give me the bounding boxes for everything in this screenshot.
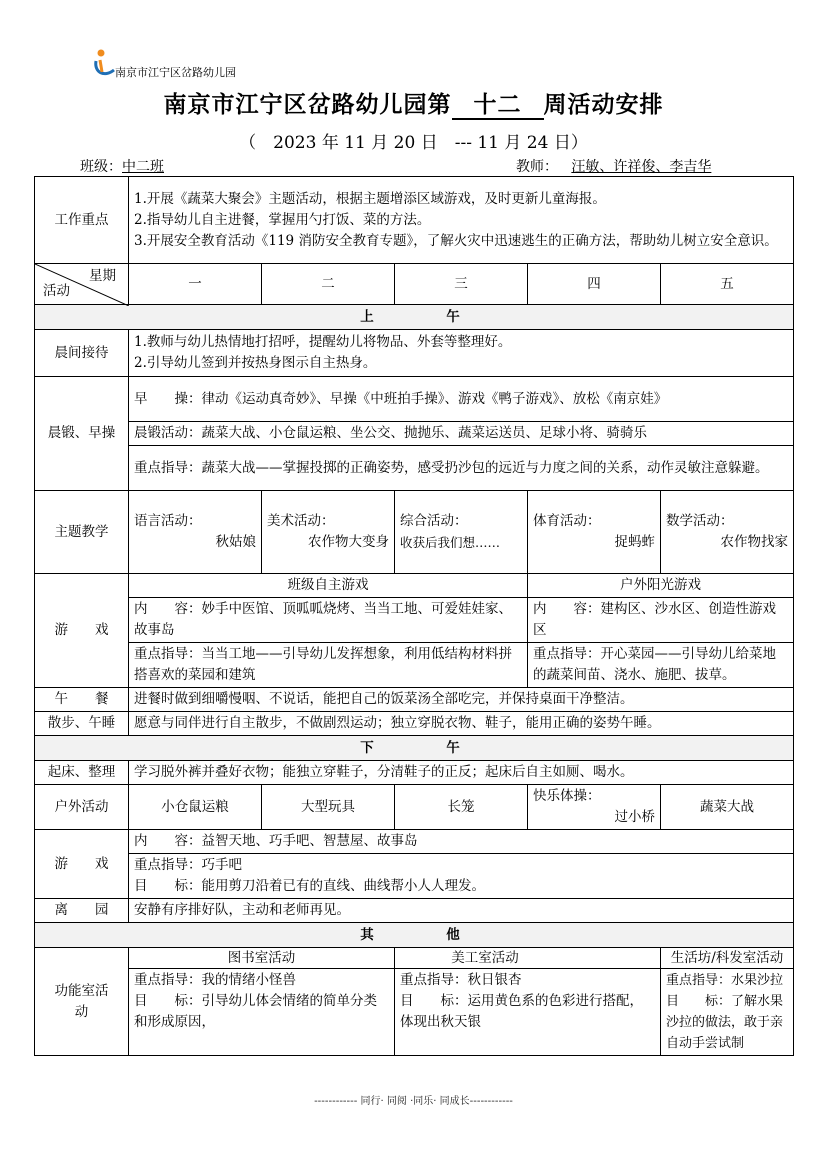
theme-label: 主题教学 bbox=[35, 491, 129, 574]
art-room-title: 美工室活动 bbox=[395, 948, 661, 969]
outdoor-cell bbox=[528, 785, 661, 830]
theme-name: 农作物找家 bbox=[720, 534, 789, 550]
outdoor-row bbox=[35, 785, 794, 830]
morning-section-header: 上 午 bbox=[35, 305, 794, 330]
date-range: （ 2023 年 11 月 20 日 --- 11 月 24 日） bbox=[239, 133, 588, 153]
theme-name: 捉蚂蚱 bbox=[614, 534, 655, 550]
reception-row bbox=[35, 330, 794, 377]
wakeup-row bbox=[35, 761, 794, 785]
outdoor-games-title: 户外阳光游戏 bbox=[528, 574, 794, 598]
function-room-label-text: 功能室活动 bbox=[54, 982, 109, 1020]
afternoon-games-guidance: 重点指导：巧手吧 bbox=[134, 857, 242, 873]
teacher-label: 教师： bbox=[516, 159, 558, 175]
class-value: 中二班 bbox=[122, 159, 164, 175]
page-title bbox=[0, 86, 827, 120]
library-goal: 目 标：引导幼儿体会情绪的简单分类和形成原因， bbox=[134, 993, 377, 1030]
logo-text: 南京市江宁区岔路幼儿园 bbox=[115, 66, 236, 79]
outdoor-cell: 大型玩具 bbox=[262, 785, 395, 830]
nap-row bbox=[35, 712, 794, 736]
function-room-titles-row bbox=[35, 948, 794, 969]
outdoor-games-guidance: 重点指导：开心菜园——引导幼儿给菜地的蔬菜间苗、浇水、施肥、拔草。 bbox=[528, 643, 794, 688]
lunch-row bbox=[35, 688, 794, 712]
function-room-content-row bbox=[35, 969, 794, 1056]
leave-row bbox=[35, 899, 794, 923]
theme-type: 语言活动： bbox=[134, 513, 202, 529]
nap-text: 愿意与同伴进行自主散步，不做剧烈运动；独立穿脱衣物、鞋子，能用正确的姿势午睡。 bbox=[129, 712, 794, 736]
leave-text: 安静有序排好队，主动和老师再见。 bbox=[129, 899, 794, 923]
title-suffix: 周活动安排 bbox=[543, 91, 664, 118]
theme-cell bbox=[661, 491, 794, 574]
theme-cell bbox=[528, 491, 661, 574]
art-room-guidance: 重点指导：秋日银杏 bbox=[400, 972, 522, 988]
reception-label: 晨间接待 bbox=[35, 330, 129, 377]
exercise-row-3 bbox=[35, 446, 794, 491]
life-room-content bbox=[661, 969, 794, 1056]
outdoor-label: 户外活动 bbox=[35, 785, 129, 830]
class-info bbox=[80, 156, 164, 176]
life-room-goal: 目 标：了解水果沙拉的做法，敢于亲自动手尝试制 bbox=[666, 994, 784, 1051]
corner-top-label: 星期 bbox=[89, 268, 116, 284]
afternoon-games-goal: 目 标：能用剪刀沿着已有的直线、曲线帮小人人理发。 bbox=[134, 878, 485, 894]
reception-content bbox=[129, 330, 794, 377]
outdoor-cell-type: 快乐体操： bbox=[533, 788, 601, 804]
afternoon-games-row-1 bbox=[35, 830, 794, 854]
life-room-guidance: 重点指导：水果沙拉 bbox=[666, 973, 784, 988]
wakeup-text: 学习脱外裤并叠好衣物；能独立穿鞋子，分清鞋子的正反；起床后自主如厕、喝水。 bbox=[129, 761, 794, 785]
teacher-info bbox=[516, 156, 711, 176]
class-games-guidance: 重点指导：当当工地——引导幼儿发挥想象，利用低结构材料拼搭喜欢的菜园和建筑 bbox=[129, 643, 528, 688]
theme-row bbox=[35, 491, 794, 574]
theme-name: 收获后我们想…… bbox=[400, 535, 501, 550]
library-content bbox=[129, 969, 395, 1056]
theme-type: 美术活动： bbox=[267, 513, 335, 529]
class-label: 班级： bbox=[80, 159, 122, 175]
work-focus-item: 2.指导幼儿自主进餐，掌握用勺打饭、菜的方法。 bbox=[134, 211, 431, 228]
theme-name: 秋姑娘 bbox=[215, 534, 256, 550]
work-focus-item: 1.开展《蔬菜大聚会》主题活动，根据主题增添区域游戏，及时更新儿童海报。 bbox=[134, 190, 606, 207]
exercise-label: 晨锻、早操 bbox=[35, 377, 129, 491]
corner-header bbox=[35, 264, 129, 305]
theme-cell bbox=[262, 491, 395, 574]
weekday-tue: 二 bbox=[262, 264, 395, 305]
life-room-title: 生活坊/科发室活动 bbox=[661, 948, 794, 969]
afternoon-games-detail bbox=[129, 854, 794, 899]
outdoor-cell: 蔬菜大战 bbox=[661, 785, 794, 830]
outdoor-cell-name: 过小桥 bbox=[614, 809, 655, 825]
weekday-wed: 三 bbox=[395, 264, 528, 305]
others-section-row bbox=[35, 923, 794, 948]
afternoon-games-content: 内 容：益智天地、巧手吧、智慧屋、故事岛 bbox=[129, 830, 794, 854]
library-guidance: 重点指导：我的情绪小怪兽 bbox=[134, 972, 296, 988]
games-guidance-row bbox=[35, 643, 794, 688]
exercise-activities-text: 晨锻活动：蔬菜大战、小仓鼠运粮、坐公交、抛抛乐、蔬菜运送员、足球小将、骑骑乐 bbox=[129, 422, 794, 446]
class-games-content: 内 容：妙手中医馆、顶呱呱烧烤、当当工地、可爱娃娃家、故事岛 bbox=[129, 598, 528, 643]
corner-bottom-label: 活动 bbox=[43, 283, 70, 299]
weekday-thu: 四 bbox=[528, 264, 661, 305]
games-label: 游 戏 bbox=[35, 574, 129, 688]
morning-section-row bbox=[35, 305, 794, 330]
outdoor-cell: 长笼 bbox=[395, 785, 528, 830]
week-number: 十二 bbox=[452, 92, 544, 120]
outdoor-games-content: 内 容：建构区、沙水区、创造性游戏区 bbox=[528, 598, 794, 643]
theme-cell bbox=[395, 491, 528, 574]
theme-type: 数学活动： bbox=[666, 513, 734, 529]
games-content-row bbox=[35, 598, 794, 643]
footer-slogan: ------------ 同行· 同阅 ·同乐· 同成长------------ bbox=[314, 1096, 513, 1107]
art-room-content bbox=[395, 969, 661, 1056]
afternoon-games-label: 游 戏 bbox=[35, 830, 129, 899]
exercise-row-2 bbox=[35, 422, 794, 446]
weekday-row bbox=[35, 264, 794, 305]
work-focus-content bbox=[129, 177, 794, 264]
nap-label: 散步、午睡 bbox=[35, 712, 129, 736]
work-focus-label: 工作重点 bbox=[35, 177, 129, 264]
theme-type: 综合活动： bbox=[400, 513, 468, 529]
class-games-title: 班级自主游戏 bbox=[129, 574, 528, 598]
theme-cell bbox=[129, 491, 262, 574]
work-focus-row bbox=[35, 177, 794, 264]
theme-type: 体育活动： bbox=[533, 513, 601, 529]
games-title-row bbox=[35, 574, 794, 598]
work-focus-item: 3.开展安全教育活动《119 消防安全教育专题》，了解火灾中迅速逃生的正确方法，帮助幼儿树立安全意识。 bbox=[134, 232, 778, 249]
library-title: 图书室活动 bbox=[129, 948, 395, 969]
art-room-goal: 目 标：运用黄色系的色彩进行搭配，体现出秋天银 bbox=[400, 993, 643, 1030]
weekday-fri: 五 bbox=[661, 264, 794, 305]
afternoon-games-row-2 bbox=[35, 854, 794, 899]
afternoon-section-row bbox=[35, 736, 794, 761]
weekday-mon: 一 bbox=[129, 264, 262, 305]
exercise-row-1 bbox=[35, 377, 794, 422]
function-room-label bbox=[35, 948, 129, 1056]
lunch-label: 午 餐 bbox=[35, 688, 129, 712]
outdoor-cell: 小仓鼠运粮 bbox=[129, 785, 262, 830]
morning-exercise-text: 早 操：律动《运动真奇妙》、早操《中班拍手操》、游戏《鸭子游戏》、放松《南京娃》 bbox=[129, 377, 794, 422]
wakeup-label: 起床、整理 bbox=[35, 761, 129, 785]
reception-item: 2.引导幼儿签到并按热身图示自主热身。 bbox=[134, 355, 377, 371]
afternoon-section-header: 下 午 bbox=[35, 736, 794, 761]
weekly-schedule-table bbox=[34, 176, 794, 1056]
leave-label: 离 园 bbox=[35, 899, 129, 923]
exercise-guidance-text: 重点指导：蔬菜大战——掌握投掷的正确姿势，感受扔沙包的远近与力度之间的关系，动作灵敏注意躲避。 bbox=[129, 446, 794, 491]
teacher-value: 汪敏、许祥俊、李吉华 bbox=[571, 159, 712, 175]
reception-item: 1.教师与幼儿热情地打招呼，提醒幼儿将物品、外套等整理好。 bbox=[134, 334, 512, 350]
others-section-header: 其 他 bbox=[35, 923, 794, 948]
theme-name: 农作物大变身 bbox=[308, 534, 389, 550]
title-prefix: 南京市江宁区岔路幼儿园第 bbox=[163, 91, 452, 118]
lunch-text: 进餐时做到细嚼慢咽、不说话，能把自己的饭菜汤全部吃完，并保持桌面干净整洁。 bbox=[129, 688, 794, 712]
